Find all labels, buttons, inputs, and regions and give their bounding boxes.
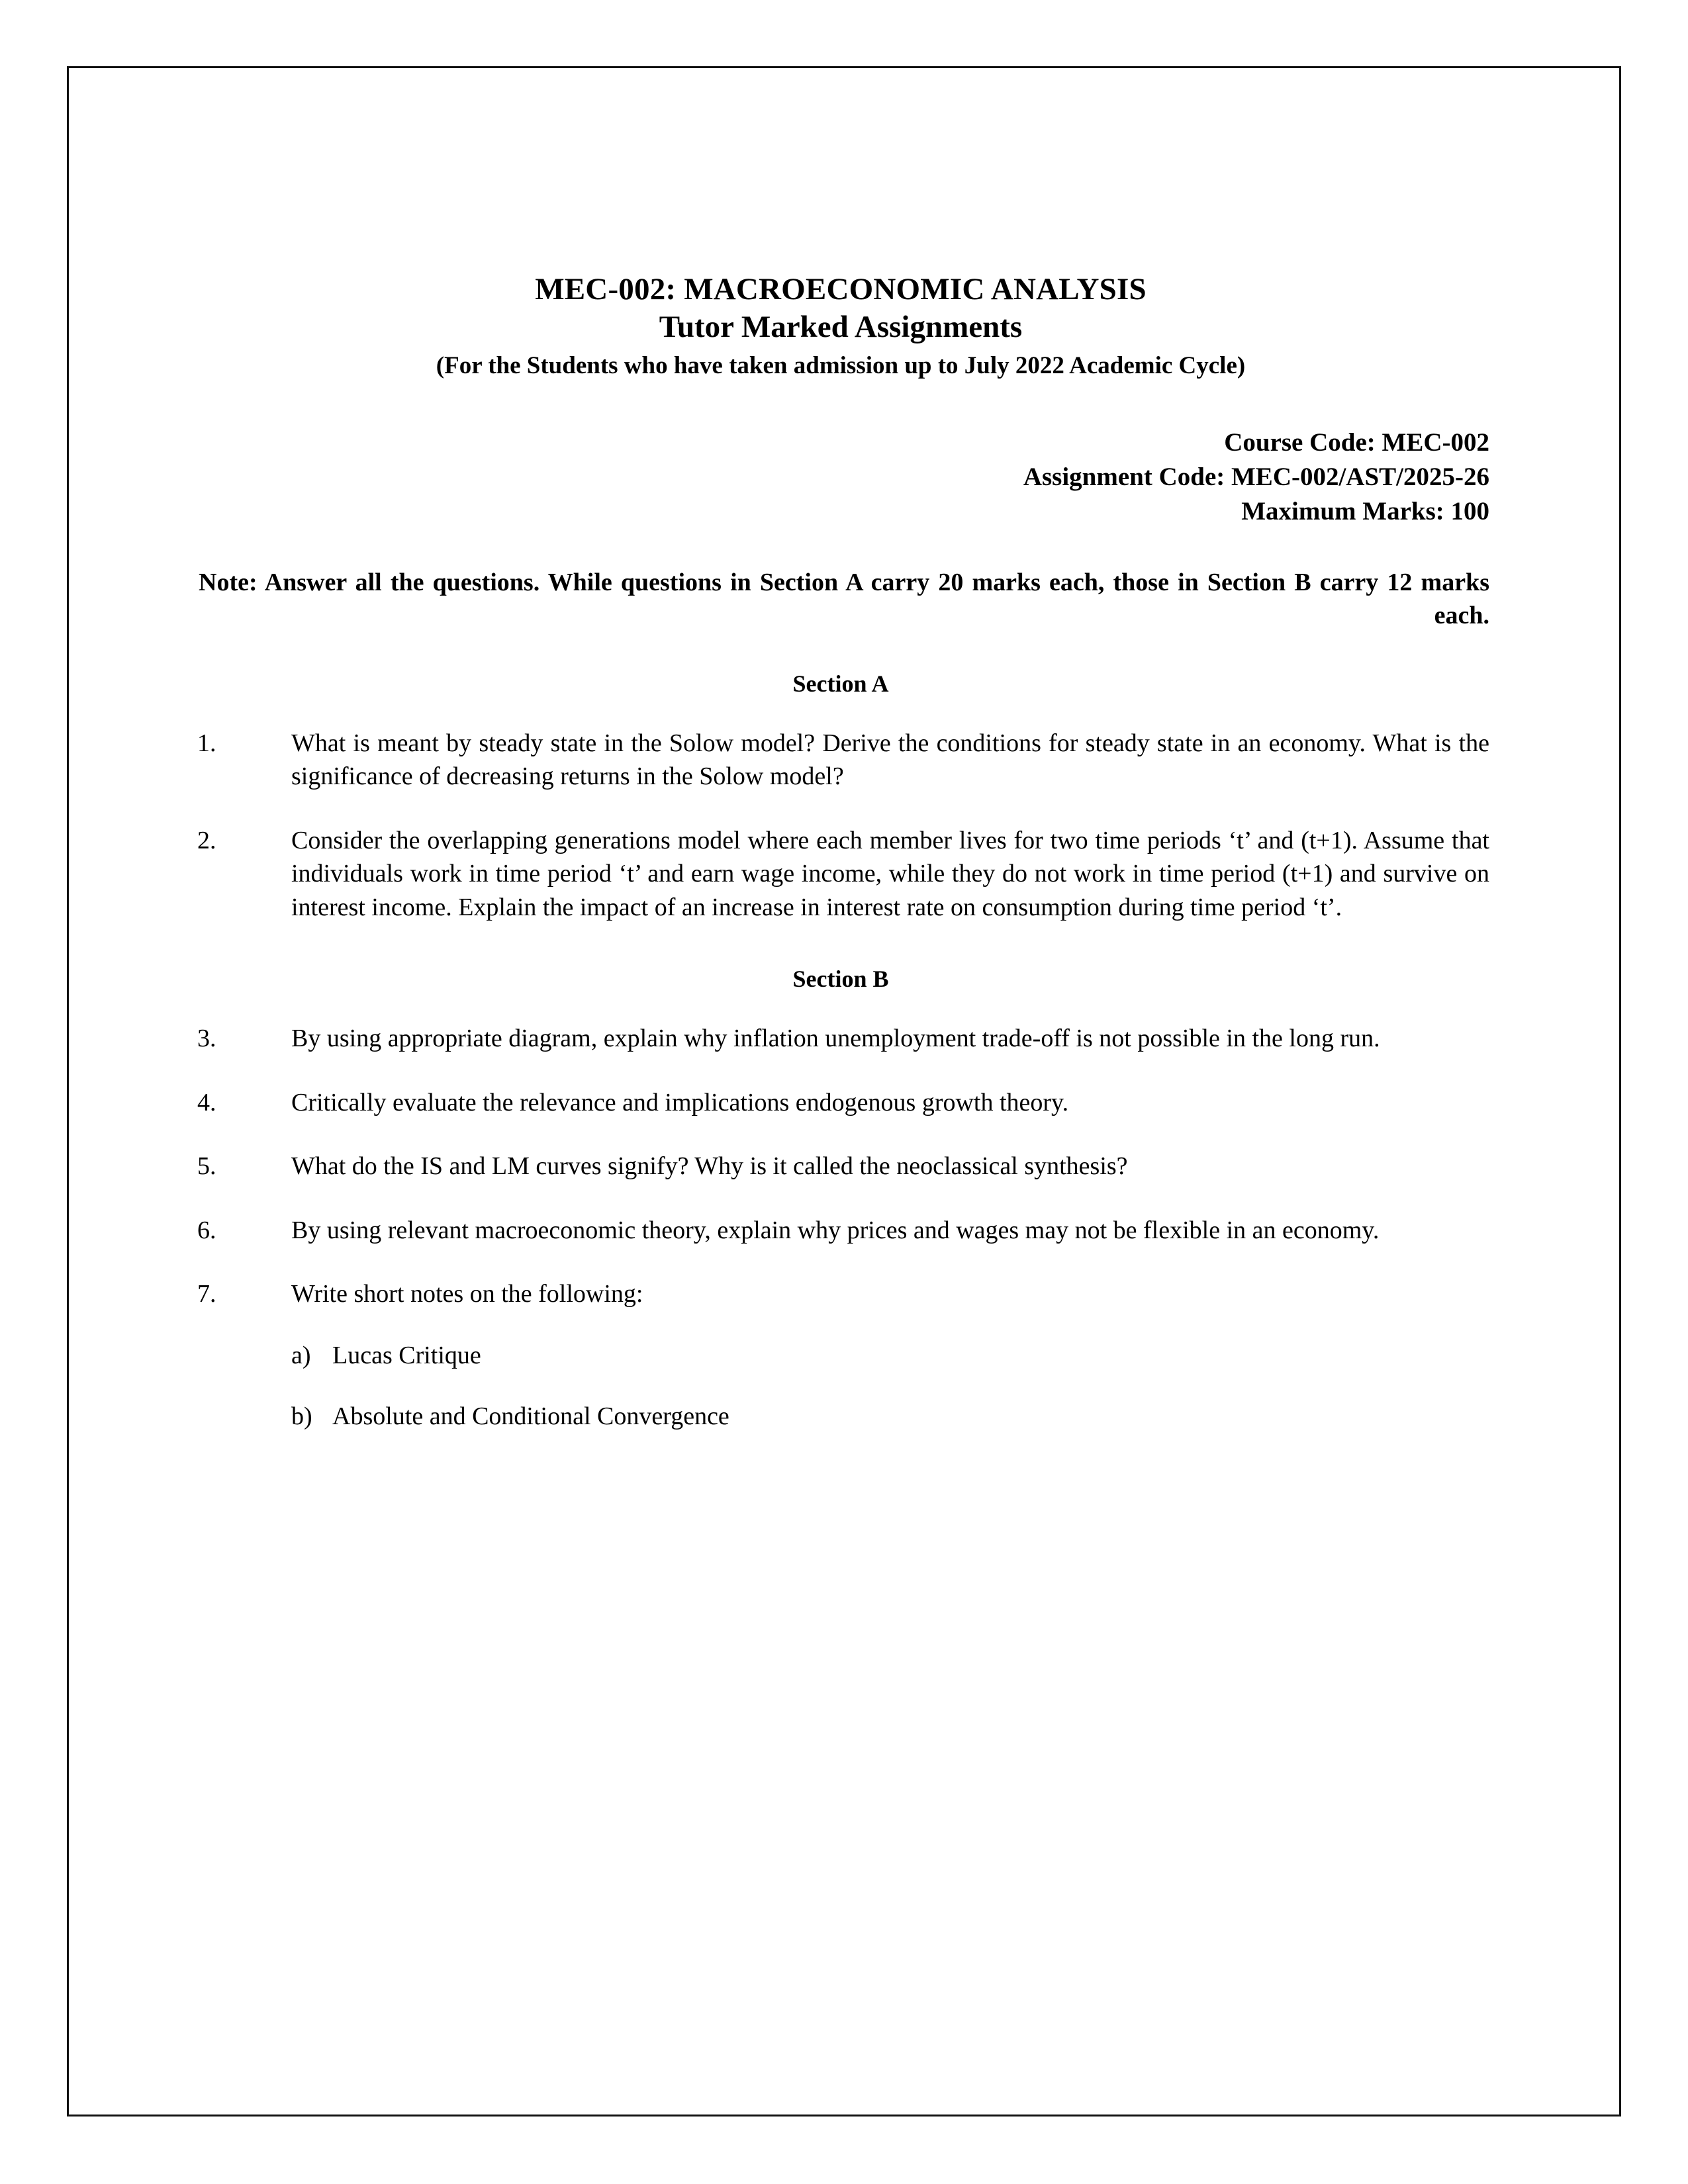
- question-number: 2.: [197, 826, 216, 854]
- question-item: [192, 1086, 1489, 1120]
- assignment-code: Assignment Code: MEC-002/AST/2025-26: [1023, 462, 1489, 491]
- question-item: [192, 727, 1489, 794]
- title-block: [192, 271, 1489, 382]
- sub-item-text: Lucas Critique: [332, 1341, 481, 1369]
- section-a-question-list: [192, 727, 1489, 925]
- document-title: MEC-002: MACROECONOMIC ANALYSIS: [535, 272, 1147, 306]
- page-content: [192, 271, 1489, 1433]
- question-number: 7.: [197, 1280, 216, 1308]
- question-item: [192, 1214, 1489, 1248]
- question-number: 3.: [197, 1024, 216, 1053]
- question-text: What do the IS and LM curves signify? Why is it called the neoclassical synthesis?: [291, 1152, 1128, 1181]
- sub-item: [192, 1339, 1489, 1373]
- question-item: [192, 824, 1489, 925]
- question-text: Write short notes on the following:: [291, 1280, 643, 1308]
- question-text: By using relevant macroeconomic theory, explain why prices and wages may not be flexible in an economy.: [291, 1216, 1380, 1244]
- document-subtitle: Tutor Marked Assignments: [659, 310, 1023, 345]
- sub-item-label: b): [291, 1402, 312, 1431]
- sub-item: [192, 1400, 1489, 1433]
- question-text: Consider the overlapping generations model where each member lives for two time periods ‘t’ and (t+1). Assume that individuals work in time period ‘t’ and earn wage income, while they do not work in time period (t+1) and survive on interest income. Explain the impact of an increase in interest rate on consumption during time period ‘t’.: [291, 826, 1489, 921]
- section-b-header: Section B: [792, 966, 889, 993]
- question-number: 4.: [197, 1088, 216, 1116]
- course-code: Course Code: MEC-002: [1224, 428, 1489, 457]
- admission-cycle-note: (For the Students who have taken admission up to July 2022 Academic Cycle): [436, 351, 1246, 379]
- maximum-marks: Maximum Marks: 100: [1241, 496, 1489, 525]
- section-a-header: Section A: [792, 670, 889, 697]
- course-meta-block: [192, 426, 1489, 529]
- question-number: 5.: [197, 1152, 216, 1181]
- question-number: 6.: [197, 1216, 216, 1244]
- sub-item-label: a): [291, 1341, 311, 1369]
- section-b-question-list: [192, 1022, 1489, 1311]
- question-item: [192, 1150, 1489, 1183]
- question-number: 1.: [197, 729, 216, 757]
- question-item: [192, 1022, 1489, 1056]
- question-item: [192, 1277, 1489, 1311]
- question-7-sub-item-list: [192, 1339, 1489, 1433]
- sub-item-text: Absolute and Conditional Convergence: [332, 1402, 729, 1431]
- question-text: Critically evaluate the relevance and implications endogenous growth theory.: [291, 1088, 1069, 1116]
- instructions-note: Note: Answer all the questions. While questions in Section A carry 20 marks each, those in Section B carry 12 marks each.: [199, 568, 1489, 630]
- question-text: By using appropriate diagram, explain why inflation unemployment trade-off is not possible in the long run.: [291, 1024, 1380, 1053]
- question-text: What is meant by steady state in the Solow model? Derive the conditions for steady state in an economy. What is the significance of decreasing returns in the Solow model?: [291, 729, 1489, 791]
